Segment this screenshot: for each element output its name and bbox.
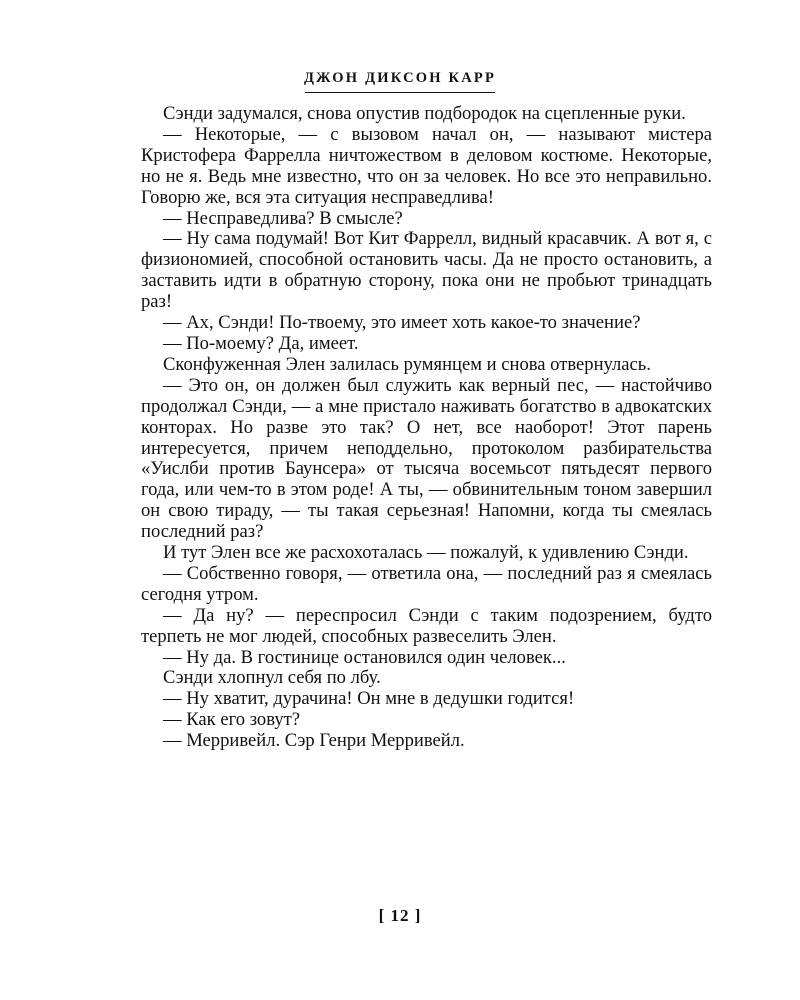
paragraph: — По-моему? Да, имеет.	[163, 332, 359, 354]
paragraph: — Как его зовут?	[163, 709, 301, 731]
body-text	[141, 104, 712, 752]
paragraph: — Собственно говоря, — ответила она, — последний раз я смеялась сегодня утром.	[141, 562, 712, 605]
paragraph: — Некоторые, — с вызовом начал он, — называют мистера Кристофера Фаррелла ничтожеством в деловом костюме. Некоторые, но не я. Ведь мне известно, что он за человек. Но все это неправильно. Говорю же, вся эта ситуация несправедлива!	[141, 123, 712, 208]
paragraph: Сконфуженная Элен залилась румянцем и снова отвернулась.	[163, 353, 651, 375]
author-name: ДЖОН ДИКСОН КАРР	[303, 70, 497, 86]
paragraph: — Ну хватит, дурачина! Он мне в дедушки годится!	[163, 688, 575, 710]
paragraph: — Мерривейл. Сэр Генри Мерривейл.	[163, 730, 465, 752]
paragraph: — Ну сама подумай! Вот Кит Фаррелл, видный красавчик. А вот я, с физиономией, способной остановить часы. Да не просто остановить, а заставить идти в обратную сторону, пока они не пробьют тринадцать раз!	[141, 228, 712, 313]
header-rule	[305, 92, 495, 93]
paragraph: Сэнди задумался, снова опустив подбородок на сцепленные руки.	[163, 103, 686, 124]
running-head	[0, 70, 800, 93]
paragraph: — Несправедлива? В смысле?	[163, 207, 403, 229]
paragraph: Сэнди хлопнул себя по лбу.	[163, 667, 381, 689]
page-number: [ 12 ]	[378, 906, 422, 925]
paragraph: — Это он, он должен был служить как верный пес, — настойчиво продолжал Сэнди, — а мне пристало наживать богатство в адвокатских конторах. Но разве это так? О нет, все наоборот! Этот парень интересуется, причем неподдельно, протоколом разбирательства «Уислби против Баунсера» от тысяча восемьсот пятьдесят первого года, или чем-то в этом роде! А ты, — обвинительным тоном завершил он свою тираду, — ты такая серьезная! Напомни, когда ты смеялась последний раз?	[141, 374, 712, 543]
paragraph: — Да ну? — переспросил Сэнди с таким подозрением, будто терпеть не мог людей, способных развеселить Элен.	[141, 604, 712, 647]
paragraph: И тут Элен все же расхохоталась — пожалуй, к удивлению Сэнди.	[163, 542, 689, 564]
paragraph: — Ах, Сэнди! По-твоему, это имеет хоть какое-то значение?	[163, 312, 641, 334]
paragraph: — Ну да. В гостинице остановился один человек...	[163, 646, 566, 668]
